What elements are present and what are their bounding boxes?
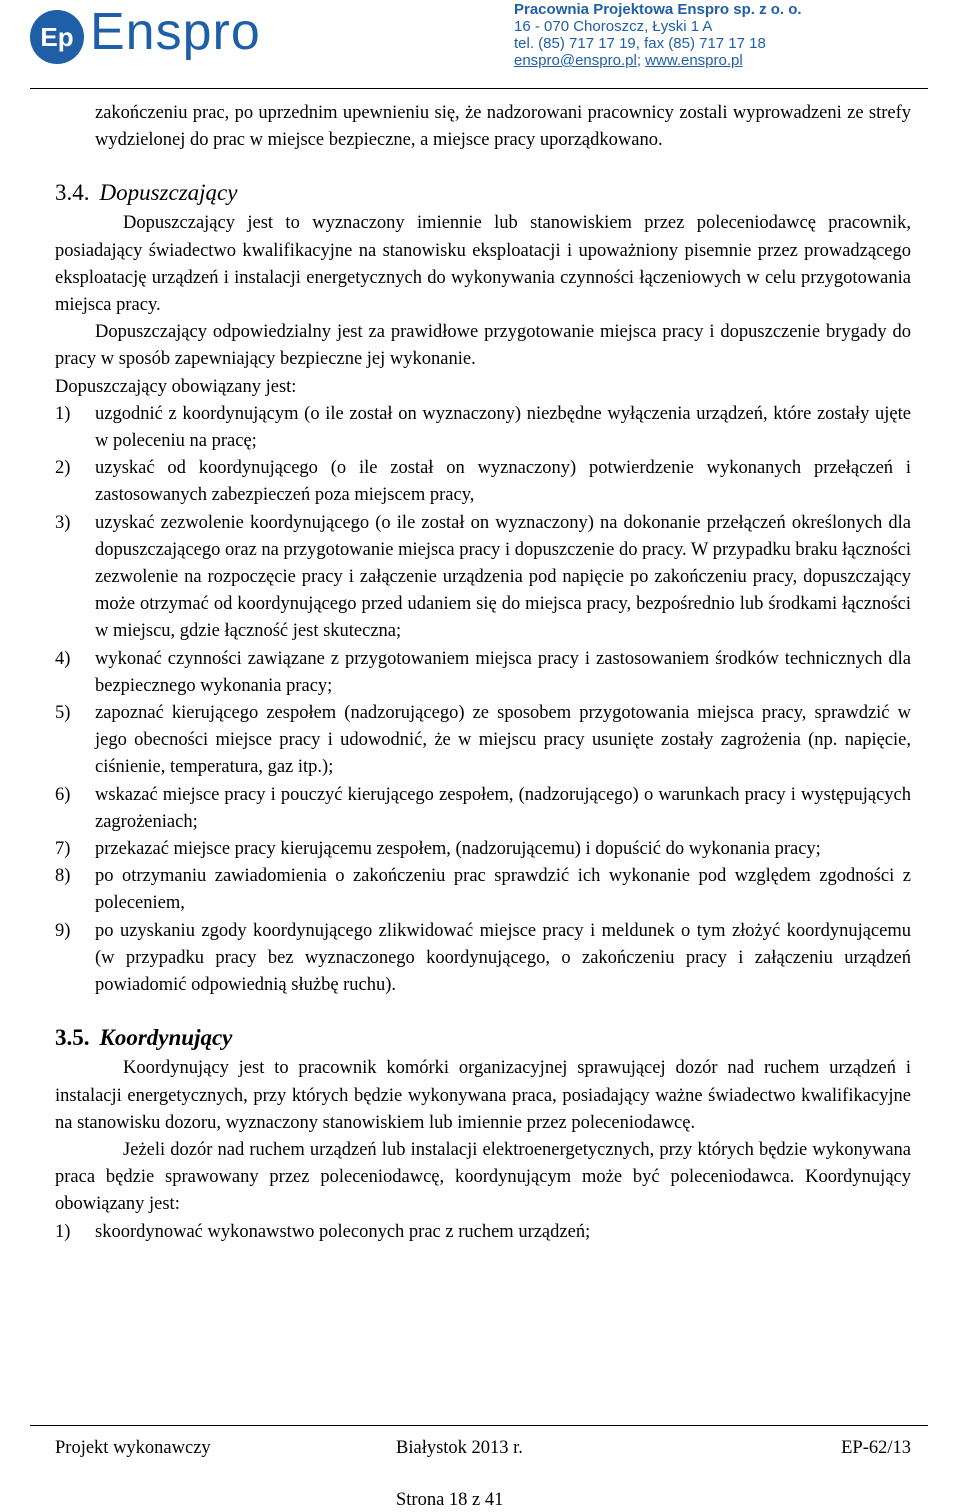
section-title: Koordynujący (99, 1025, 233, 1051)
intro-paragraph: zakończeniu prac, po uprzednim upewnieniu się, że nadzorowani pracownicy zostali wyprowadzeni ze strefy wydzielonej do prac w miejsce bezpieczne, a miejsce pracy uporządkowano. (95, 103, 911, 151)
company-phone: tel. (85) 717 17 19, fax (85) 717 17 18 (514, 35, 766, 52)
section-title: Dopuszczający (99, 180, 238, 206)
list-item-number: 4) (55, 648, 71, 669)
list-item-number: 9) (55, 920, 71, 941)
company-address: 16 - 070 Choroszcz, Łyski 1 A (514, 18, 713, 35)
company-contact (514, 52, 802, 69)
list-item-text: skoordynować wykonawstwo poleconych prac z ruchem urządzeń; (95, 1221, 591, 1242)
list-item-number: 2) (55, 458, 71, 479)
list-item-text: przekazać miejsce pracy kierującemu zespołem, (nadzorującemu) i dopuścić do wykonania pracy; (95, 839, 821, 860)
page-header (0, 0, 960, 92)
company-info (514, 1, 802, 69)
section-3-4-list (55, 401, 911, 999)
section-number: 3.5. (55, 1025, 90, 1051)
section-3-5-heading (55, 1021, 911, 1055)
list-item (55, 1219, 911, 1246)
footer-project: Projekt wykonawczy (55, 1438, 211, 1458)
section-3-4-paragraph-3: Dopuszczający obowiązany jest: (55, 376, 297, 397)
list-item (55, 401, 911, 455)
footer-location-date: Białystok 2013 r. (396, 1438, 523, 1458)
list-item-number: 6) (55, 784, 71, 805)
list-item (55, 918, 911, 1000)
list-item-text: zapoznać kierującego zespołem (nadzorującego) ze sposobem przygotowania miejsca pracy, sprawdzić w jego obecności miejsce pracy i udowodnić, że w miejscu pracy usunięte zostały zagrożenia (np. napięcie, ciśnienie, temperatura, gaz itp.); (95, 703, 911, 778)
section-3-5-paragraph-1: Koordynujący jest to pracownik komórki organizacyjnej sprawującej dozór nad ruchem urządzeń i instalacji energetycznych, przy których będzie wykonywana praca, posiadający ważne świadectwo kwalifikacyjne na stanowisku dozoru, wyznaczony stanowiskiem lub imiennie przez poleceniodawcę. (55, 1058, 911, 1133)
list-item-text: uzyskać zezwolenie koordynującego (o ile został on wyznaczony) na dokonanie przełączeń określonych dla dopuszczającego oraz na przygotowanie miejsca pracy i dopuszczenie do pracy. W przypadku braku łączności zezwolenie na rozpoczęcie pracy i załączenie urządzenia pod napięcie po zakończeniu pracy, dopuszczający może otrzymać od koordynującego przed udaniem się do miejsca pracy, bezpośrednio lub środkami łączności w miejscu, gdzie łączność jest skuteczna; (95, 512, 911, 642)
document-body (55, 100, 911, 1246)
section-3-4-heading (55, 176, 911, 210)
section-3-4-paragraph-2: Dopuszczający odpowiedzialny jest za prawidłowe przygotowanie miejsca pracy i dopuszczenie brygady do pracy w sposób zapewniający bezpieczne jej wykonanie. (55, 322, 911, 370)
list-item (55, 700, 911, 782)
list-item-number: 1) (55, 1221, 71, 1242)
list-item (55, 836, 911, 863)
contact-separator: ; (636, 52, 646, 69)
logo-text: Enspro (90, 3, 261, 61)
header-divider (30, 88, 928, 89)
list-item-text: uzyskać od koordynującego (o ile został on wyznaczony) potwierdzenie wykonanych przełączeń i zastosowanych zabezpieczeń poza miejscem pracy, (95, 458, 911, 506)
list-item-text: wykonać czynności zawiązane z przygotowaniem miejsca pracy i zastosowaniem środków technicznych dla bezpiecznego wykonania pracy; (95, 648, 911, 696)
website-link[interactable]: www.enspro.pl (645, 52, 743, 69)
list-item (55, 782, 911, 836)
section-number: 3.4. (55, 180, 90, 206)
page-number: Strona 18 z 41 (396, 1490, 504, 1510)
footer-divider (30, 1425, 928, 1426)
list-item-text: po uzyskaniu zgody koordynującego zlikwidować miejsce pracy i meldunek o tym złożyć koordynującemu (w przypadku pracy bez wyznaczonego koordynującego, o zakończeniu pracy i załączeniu urządzeń powiadomić odpowiednią służbę ruchu). (95, 920, 911, 996)
section-3-4-paragraph-1: Dopuszczający jest to wyznaczony imiennie lub stanowiskiem przez poleceniodawcę pracownik, posiadający świadectwo kwalifikacyjne na stanowisku eksploatacji i upoważniony pisemnie przez prowadzącego eksploatację urządzeń i instalacji energetycznych do wykonywania czynności łączeniowych w celu przygotowania miejsca pracy. (55, 213, 911, 316)
list-item-number: 3) (55, 512, 71, 533)
list-item (55, 510, 911, 646)
list-item-text: uzgodnić z koordynującym (o ile został on wyznaczony) niezbędne wyłączenia urządzeń, które zostały ujęte w poleceniu na pracę; (95, 403, 911, 452)
list-item-text: po otrzymaniu zawiadomienia o zakończeniu prac sprawdzić ich wykonanie pod względem zgodności z poleceniem, (95, 866, 911, 914)
email-link[interactable]: enspro@enspro.pl (514, 52, 637, 69)
list-item-number: 5) (55, 703, 71, 724)
footer-document-code: EP-62/13 (841, 1438, 911, 1458)
section-3-5-paragraph-2: Jeżeli dozór nad ruchem urządzeń lub instalacji elektroenergetycznych, przy których będzie wykonywana praca będzie sprawowany przez poleceniodawcę, koordynującym może być poleceniodawca. Koordynujący obowiązany jest: (55, 1139, 911, 1215)
list-item (55, 863, 911, 917)
list-item (55, 455, 911, 509)
list-item-number: 1) (55, 403, 71, 424)
list-item-number: 8) (55, 866, 71, 887)
list-item-text: wskazać miejsce pracy i pouczyć kierującego zespołem, (nadzorującego) o warunkach pracy i występujących zagrożeniach; (95, 784, 911, 832)
list-item-number: 7) (55, 839, 71, 860)
logo-mark: Ep (30, 10, 84, 64)
company-logo (30, 3, 270, 68)
company-name: Pracownia Projektowa Enspro sp. z o. o. (514, 1, 802, 18)
list-item (55, 646, 911, 700)
